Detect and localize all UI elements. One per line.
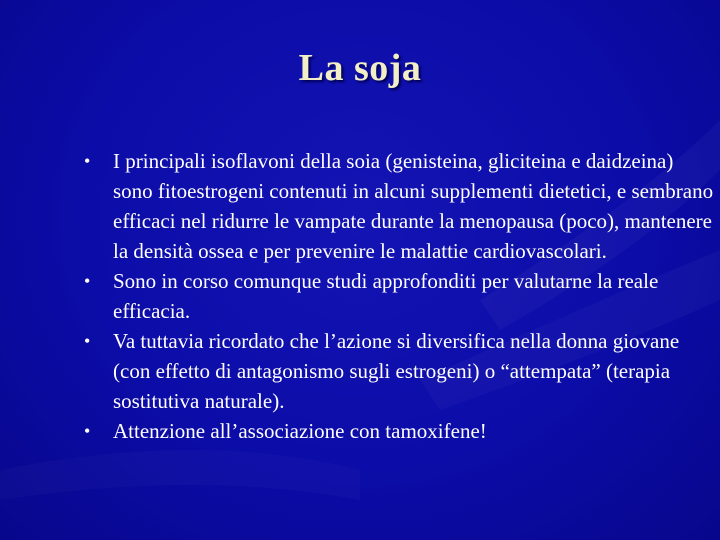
bullet-dot-icon: • <box>84 421 91 441</box>
bullet-item <box>84 266 716 326</box>
bullet-item <box>84 326 716 416</box>
bullet-text: Attenzione all’associazione con tamoxifene! <box>113 419 487 443</box>
bullet-dot-icon: • <box>84 151 91 171</box>
bullet-item <box>84 146 716 266</box>
bullet-text: Sono in corso comunque studi approfonditi per valutarne la reale efficacia. <box>113 269 659 323</box>
bullet-text: I principali isoflavoni della soia (genisteina, gliciteina e daidzeina) sono fitoestrogeni contenuti in alcuni supplementi dietetici, e sembrano efficaci nel ridurre le vampate durante la menopausa (poco), mantenere la densità ossea e per prevenire le malattie cardiovascolari. <box>113 149 714 263</box>
bullet-dot-icon: • <box>84 331 91 351</box>
bullet-list <box>84 146 716 446</box>
bullet-text: Va tuttavia ricordato che l’azione si diversifica nella donna giovane (con effetto di antagonismo sugli estrogeni) o “attempata” (terapia sostitutiva naturale). <box>113 329 680 413</box>
slide-title: La soja <box>298 47 422 89</box>
bullet-item <box>84 416 716 446</box>
bullet-dot-icon: • <box>84 271 91 291</box>
